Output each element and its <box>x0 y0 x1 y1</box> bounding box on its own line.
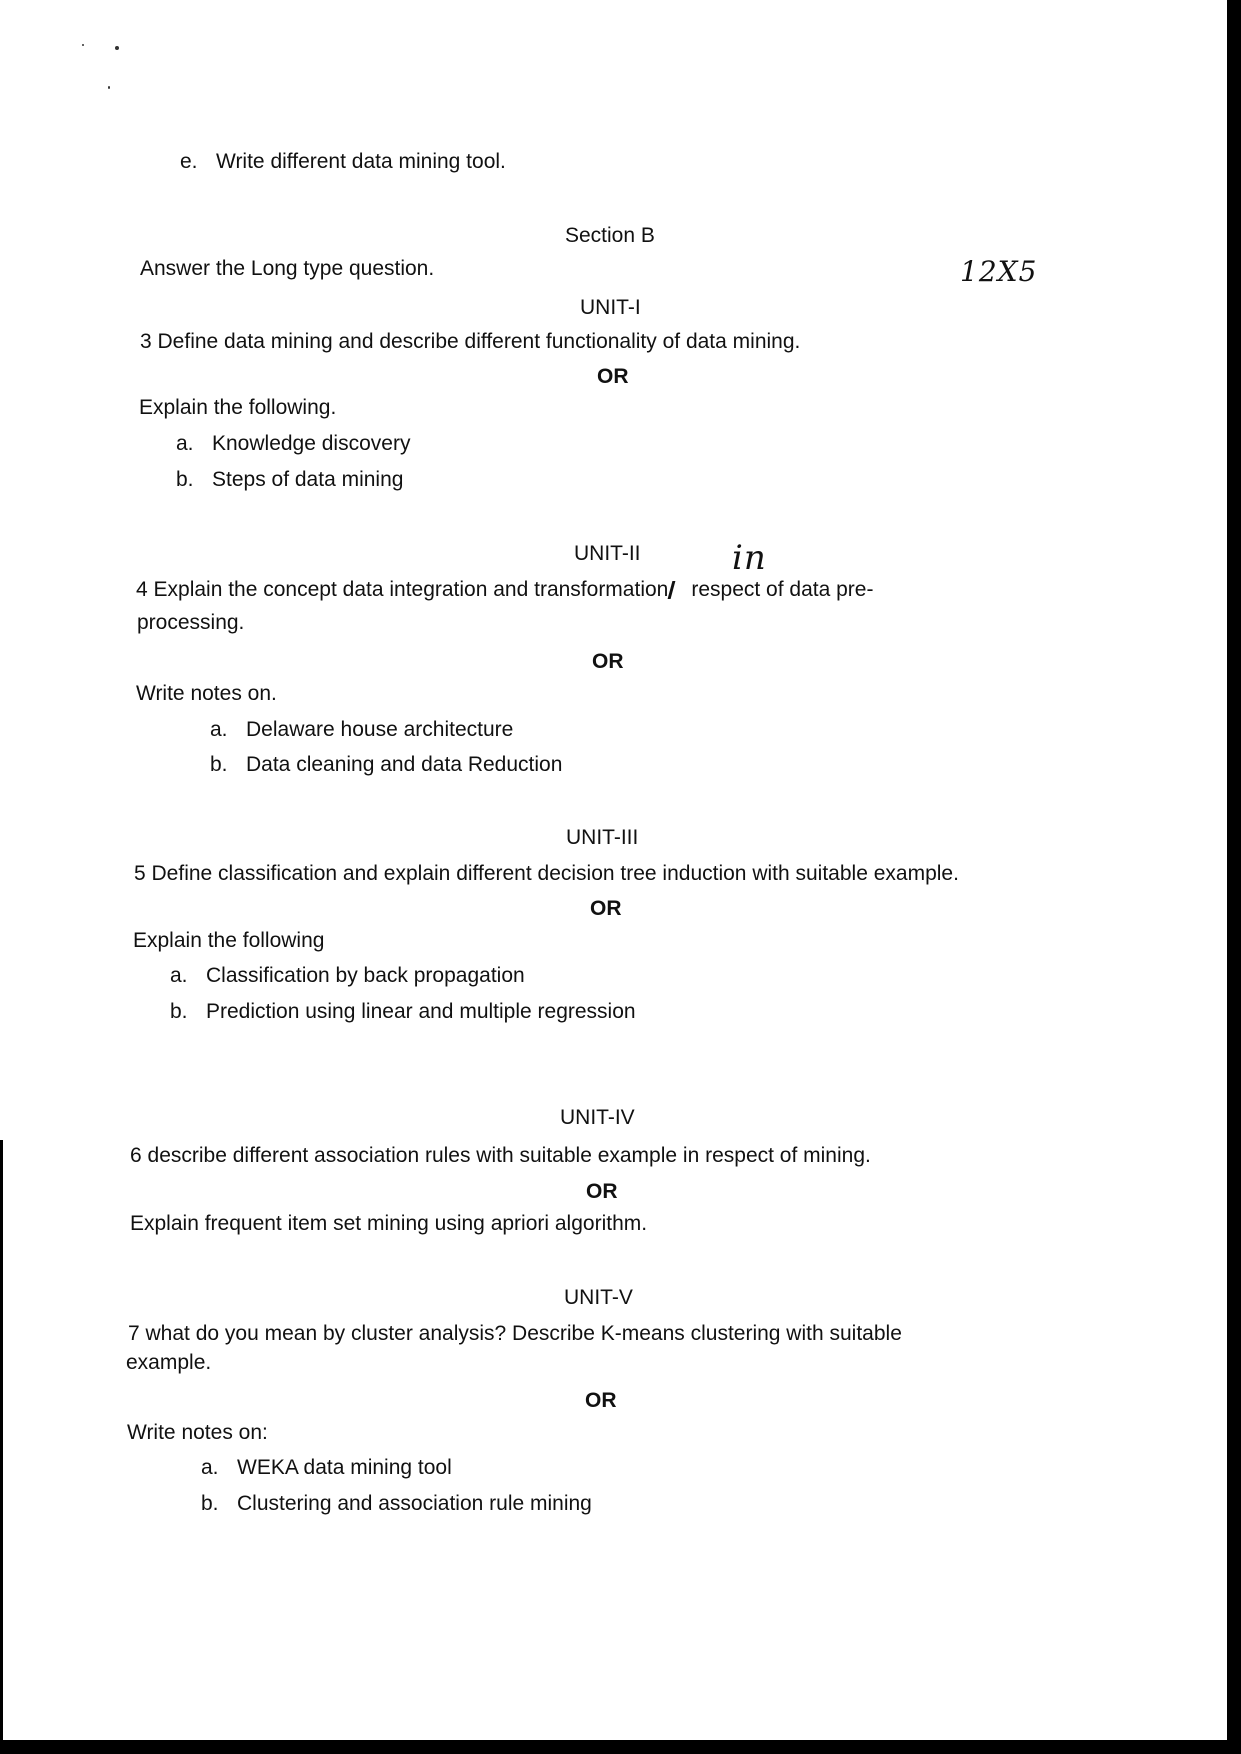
scan-speck <box>108 86 110 89</box>
list-item-letter: a. <box>176 432 194 455</box>
list-item-text: Steps of data mining <box>212 468 404 491</box>
list-item-text: Data cleaning and data Reduction <box>246 753 563 776</box>
list-item <box>176 432 410 456</box>
question-text: 3 Define data mining and describe different functionality of data mining. <box>140 330 801 353</box>
list-item-letter: a. <box>210 718 228 741</box>
alternative-intro: Explain the following. <box>139 396 337 419</box>
alternative-intro: Write notes on: <box>127 1421 268 1444</box>
question-text: 7 what do you mean by cluster analysis? Describe K-means clustering with suitable <box>128 1322 902 1345</box>
scan-speck <box>115 46 119 50</box>
list-item-letter: b. <box>210 753 228 776</box>
or-label: OR <box>590 897 622 920</box>
question-text-continued: processing. <box>137 611 245 634</box>
question-text-part: 4 Explain the concept data integration and transformation <box>136 578 669 601</box>
list-item <box>201 1492 592 1516</box>
list-item-text: Prediction using linear and multiple regression <box>206 1000 636 1023</box>
list-item <box>176 468 403 492</box>
list-item-letter: a. <box>201 1456 219 1479</box>
or-label: OR <box>585 1389 617 1412</box>
question-text-part: respect of data pre- <box>691 578 874 601</box>
scan-border-left <box>0 1140 3 1754</box>
alternative-intro: Explain frequent item set mining using apriori algorithm. <box>130 1212 648 1235</box>
unit-heading: UNIT-V <box>564 1286 633 1309</box>
or-label: OR <box>592 650 624 673</box>
list-item-text: Classification by back propagation <box>206 964 525 987</box>
list-item <box>210 718 513 742</box>
top-list-item <box>180 150 506 174</box>
list-item-letter: b. <box>176 468 194 491</box>
unit-heading: UNIT-III <box>566 826 639 849</box>
or-label: OR <box>597 365 629 388</box>
list-item-text: Knowledge discovery <box>212 432 411 455</box>
list-item <box>201 1456 452 1480</box>
handwritten-strike <box>668 581 692 599</box>
unit-heading: UNIT-II <box>574 542 641 565</box>
handwritten-annotation: in <box>732 538 767 578</box>
section-title: Section B <box>565 224 655 247</box>
question-text: 5 Define classification and explain different decision tree induction with suitable example. <box>134 862 959 885</box>
or-label: OR <box>586 1180 618 1203</box>
list-item-letter: e. <box>180 150 198 173</box>
list-item-letter: b. <box>201 1492 219 1515</box>
list-item-text: Write different data mining tool. <box>216 150 506 173</box>
alternative-intro: Write notes on. <box>136 682 277 705</box>
list-item-letter: a. <box>170 964 188 987</box>
list-item-text: WEKA data mining tool <box>237 1456 452 1479</box>
question-text <box>136 578 873 602</box>
scan-border-bottom <box>0 1740 1241 1754</box>
section-instruction: Answer the Long type question. <box>140 257 435 280</box>
unit-heading: UNIT-IV <box>560 1106 635 1129</box>
list-item-text: Clustering and association rule mining <box>237 1492 592 1515</box>
list-item-text: Delaware house architecture <box>246 718 514 741</box>
question-text-continued: example. <box>126 1351 212 1374</box>
handwritten-marks-note: 12X5 <box>960 255 1038 288</box>
question-text: 6 describe different association rules with suitable example in respect of mining. <box>130 1144 871 1167</box>
list-item <box>170 1000 636 1024</box>
list-item <box>170 964 525 988</box>
scan-speck <box>82 44 84 46</box>
alternative-intro: Explain the following <box>133 929 325 952</box>
list-item <box>210 753 562 777</box>
list-item-letter: b. <box>170 1000 188 1023</box>
scan-border-right <box>1227 0 1241 1754</box>
unit-heading: UNIT-I <box>580 296 641 319</box>
